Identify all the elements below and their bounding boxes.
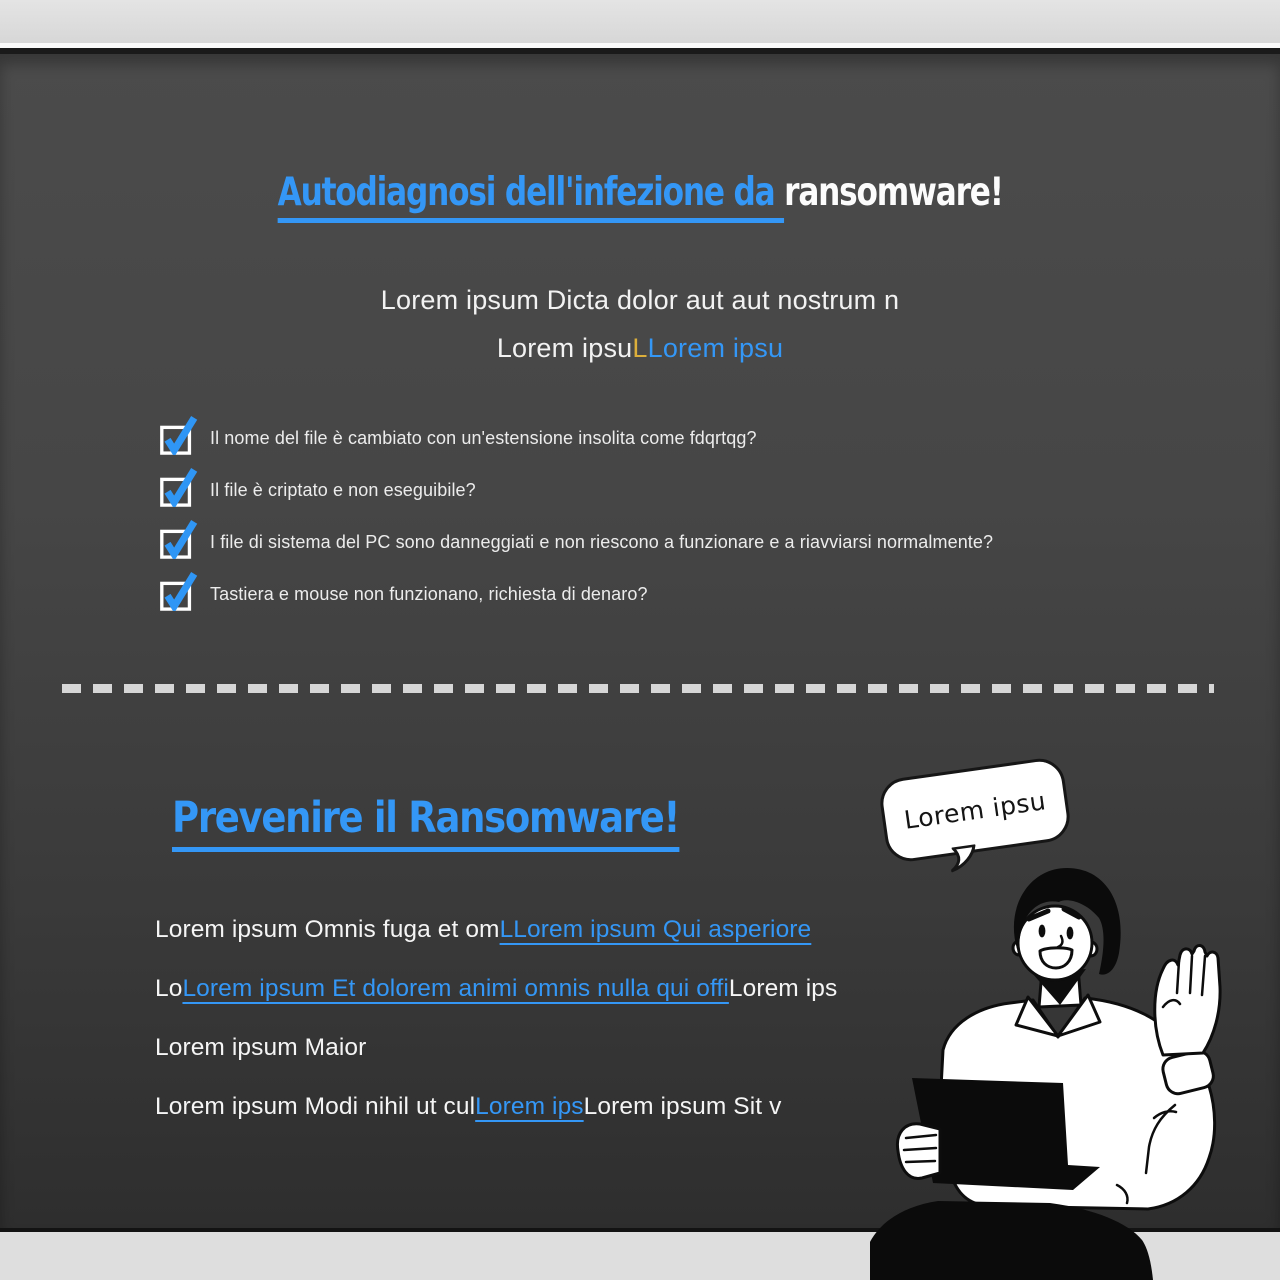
subtitle-line2 bbox=[0, 324, 1280, 372]
checklist-item-label: Tastiera e mouse non funzionano, richiesta di denaro? bbox=[210, 584, 648, 604]
subtitle-line1: Lorem ipsum Dicta dolor aut aut nostrum n bbox=[380, 285, 900, 315]
line-link[interactable]: Lorem ips bbox=[475, 1093, 584, 1120]
checked-checkbox-icon[interactable] bbox=[158, 571, 198, 611]
checked-checkbox-icon[interactable] bbox=[158, 467, 198, 507]
checklist-item bbox=[158, 415, 993, 455]
prevention-text bbox=[155, 900, 837, 1136]
top-frame-band bbox=[0, 0, 1280, 43]
subtitle-line2-white: Lorem ipsu bbox=[496, 333, 633, 363]
checklist-item bbox=[158, 467, 993, 507]
speech-bubble-tail bbox=[948, 844, 983, 874]
pants bbox=[870, 1201, 1153, 1280]
title-link[interactable]: Autodiagnosi dell'infezione da bbox=[277, 170, 783, 223]
line-text: Lorem ipsum Omnis fuga et om bbox=[155, 916, 500, 943]
checklist-item bbox=[158, 571, 993, 611]
checklist-item-label: Il nome del file è cambiato con un'estensione insolita come fdqrtqg? bbox=[210, 428, 757, 448]
subtitle bbox=[0, 276, 1280, 372]
top-frame-highlight bbox=[0, 43, 1280, 48]
speech-bubble-text: Lorem ipsu bbox=[902, 785, 1048, 835]
title-rest: ransomware! bbox=[783, 170, 1003, 215]
subtitle-line2-yellow: L bbox=[632, 333, 648, 363]
checklist-item-label: I file di sistema del PC sono danneggiati e non riescono a funzionare e a riavviarsi normalmente? bbox=[210, 532, 994, 552]
prevention-line bbox=[155, 959, 837, 1018]
line-text: Lorem ips bbox=[728, 975, 838, 1002]
line-text: Lorem ipsum Sit v bbox=[583, 1093, 782, 1120]
prevention-heading: Prevenire il Ransomware! bbox=[172, 793, 762, 852]
checked-checkbox-icon[interactable] bbox=[158, 519, 198, 559]
prevention-line bbox=[155, 1018, 837, 1077]
checklist-item-label: Il file è criptato e non eseguibile? bbox=[210, 480, 476, 500]
line-text: Lorem ipsum Maior bbox=[155, 1034, 367, 1061]
prevention-line bbox=[155, 1077, 837, 1136]
line-link[interactable]: Lorem ipsum Et dolorem animi omnis nulla qui offi bbox=[182, 975, 729, 1002]
checklist-item bbox=[158, 519, 993, 559]
teacher-illustration bbox=[870, 855, 1270, 1280]
prevention-line bbox=[155, 900, 837, 959]
subtitle-line2-link[interactable]: Lorem ipsu bbox=[647, 333, 784, 363]
line-link[interactable]: LLorem ipsum Qui asperiore bbox=[499, 916, 812, 943]
line-text: Lorem ipsum Modi nihil ut cul bbox=[155, 1093, 476, 1120]
dashed-divider bbox=[62, 684, 1214, 693]
page-title bbox=[0, 170, 1280, 215]
line-text: Lo bbox=[155, 975, 183, 1002]
symptom-checklist bbox=[158, 415, 993, 623]
checked-checkbox-icon[interactable] bbox=[158, 415, 198, 455]
